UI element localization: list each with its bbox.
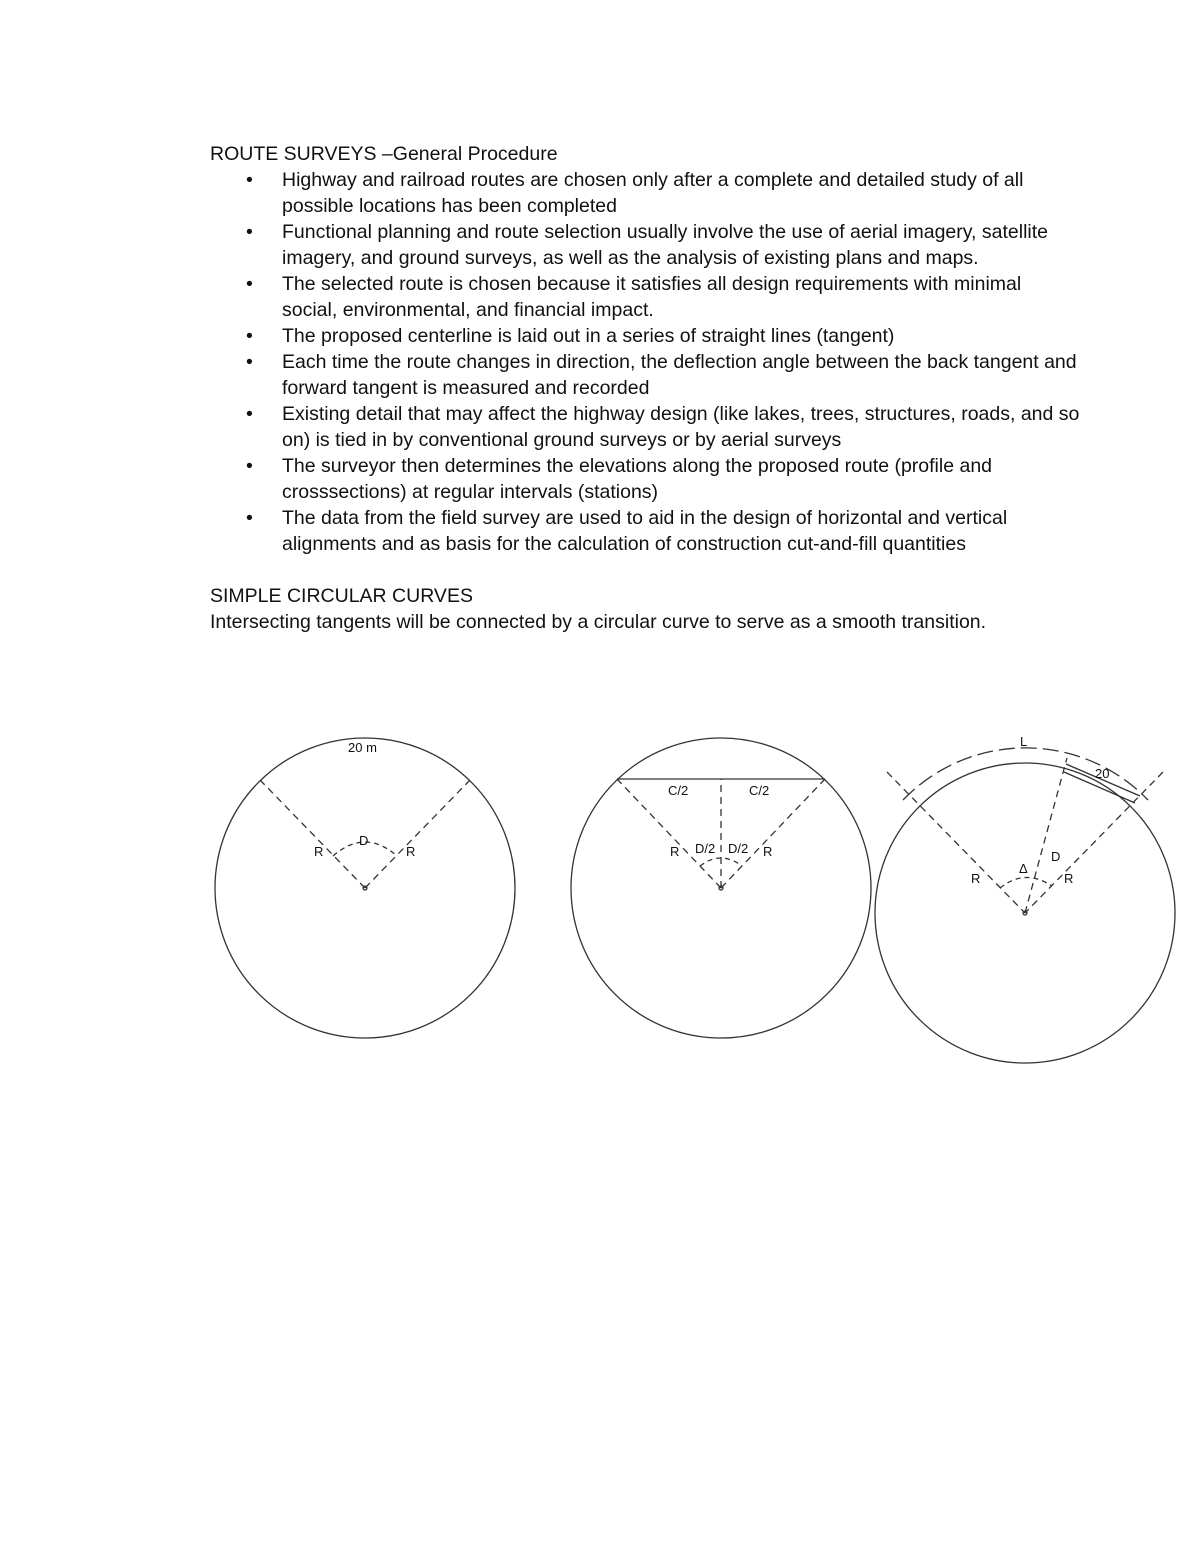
text-content	[210, 141, 1080, 635]
list-item: • The proposed centerline is laid out in a series of straight lines (tangent)	[246, 325, 895, 347]
list-item: • The surveyor then determines the elevations along the proposed route (profile and crosssections) at regular intervals (stations)	[246, 455, 993, 503]
bullet-icon: •	[246, 455, 253, 477]
figure-degree-of-curve-chord	[571, 738, 871, 1038]
list-item: • The data from the field survey are used to aid in the design of horizontal and vertical alignments and as basis for the calculation of construction cut-and-fill quantities	[246, 507, 1008, 555]
bullet-icon: •	[246, 507, 253, 529]
radius-label: R	[763, 844, 773, 859]
radius-line	[1025, 772, 1163, 913]
radius-line	[260, 780, 365, 888]
radius-line	[887, 772, 1025, 913]
radius-label: R	[670, 844, 680, 859]
section-title-route-surveys: ROUTE SURVEYS –General Procedure	[210, 143, 558, 165]
radius-label: R	[1064, 871, 1074, 886]
list-item: • Each time the route changes in direction, the deflection angle between the back tangent and forward tangent is measured and recorded	[246, 351, 1077, 399]
radius-line	[365, 780, 470, 888]
arc-length-label: 20 m	[348, 740, 377, 755]
figure-degree-of-curve-arc	[215, 738, 515, 1038]
angle-label: D	[1051, 849, 1061, 864]
angle-arc	[1000, 877, 1052, 888]
section-title-simple-circular-curves: SIMPLE CIRCULAR CURVES	[210, 585, 473, 607]
half-chord-label: C/2	[668, 783, 689, 798]
figure-curve-length	[875, 748, 1175, 1063]
half-angle-label: D/2	[695, 841, 716, 856]
radius-line	[1025, 758, 1067, 913]
radius-label: R	[314, 844, 324, 859]
bullet-icon: •	[246, 169, 253, 191]
intro-paragraph: Intersecting tangents will be connected by a circular curve to serve as a smooth transition.	[210, 611, 987, 633]
list-item: • Highway and railroad routes are chosen only after a complete and detailed study of all possible locations has been completed	[246, 169, 1024, 217]
list-item: • Functional planning and route selection usually involve the use of aerial imagery, satellite imagery, and ground surveys, as well as the analysis of existing plans and maps.	[246, 221, 1049, 269]
bullet-icon: •	[246, 221, 253, 243]
list-item: • The selected route is chosen because it satisfies all design requirements with minimal social, environmental, and financial impact.	[246, 273, 1022, 321]
half-angle-label: D/2	[728, 841, 749, 856]
arc-length-label: 20	[1095, 766, 1110, 781]
half-chord-label: C/2	[749, 783, 770, 798]
bullet-icon: •	[246, 273, 253, 295]
delta-angle-label: Δ	[1019, 861, 1028, 876]
radius-line	[721, 779, 825, 888]
bullet-icon: •	[246, 403, 253, 425]
curve-length-label: L	[1020, 734, 1028, 749]
bullet-icon: •	[246, 351, 253, 373]
radius-label: R	[406, 844, 416, 859]
bullet-icon: •	[246, 325, 253, 347]
angle-label: D	[359, 833, 369, 848]
procedure-list	[210, 167, 1080, 557]
circular-curve-figures	[0, 720, 1200, 1080]
list-item: • Existing detail that may affect the highway design (like lakes, trees, structures, roads, and so on) is tied in by conventional ground surveys or by aerial surveys	[246, 403, 1080, 451]
radius-label: R	[971, 871, 981, 886]
